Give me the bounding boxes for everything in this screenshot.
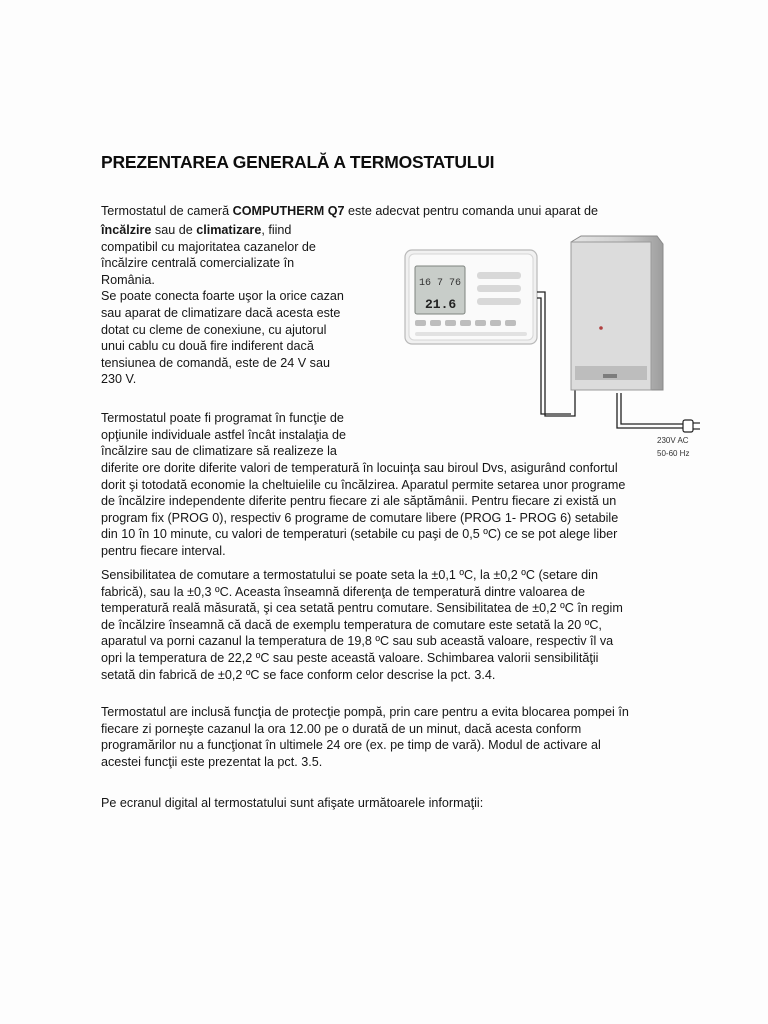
prog-line: pentru fiecare interval. <box>101 543 226 558</box>
compat-line: sau aparat de climatizare dacă acesta este <box>101 305 341 320</box>
prog-line: diferite ore dorite diferite valori de temperatură în locuinţa sau biroul Dvs, asigurând confortul <box>101 461 618 475</box>
sens-line: aparatul va porni cazanul la temperatura de 19,8 ºC sau sub această valoare, respectiv îl va <box>101 634 614 649</box>
wiring-diagram <box>395 228 715 458</box>
lcd-time: 16 7 76 <box>419 278 462 289</box>
compat-line: unui cablu cu două fire indiferent dacă <box>101 339 314 354</box>
pump-line: programărilor nu a funcţionat în ultimele 24 ore (ex. pe timp de vară). Modul de activare al <box>101 738 601 753</box>
power-plug-icon <box>683 420 700 432</box>
prog-line: program fix (PROG 0), respectiv 6 programe de comutare libere (PROG 1- PROG 6) setabile <box>101 510 619 525</box>
thermostat-device-icon <box>405 250 537 344</box>
compatibility-paragraph <box>101 222 401 388</box>
pump-line: Termostatul are inclusă funcţia de protecţie pompă, prin care pentru a evita blocarea pompei în <box>101 705 629 719</box>
display-info-intro <box>101 795 721 812</box>
programming-paragraph-continued <box>101 460 721 560</box>
compat-line: 230 V. <box>101 372 137 387</box>
prog-line: încălzire sau de climatizare să realizeze la <box>101 444 337 459</box>
intro-line-1: Termostatul de cameră COMPUTHERM Q7 este adecvat pentru comanda unui aparat de <box>101 204 598 218</box>
lcd-temperature: 21.6 <box>425 297 457 312</box>
sens-line: fabrică), sau la ±0,3 ºC. Aceasta înseamnă diferenţa de temperatură dintre valoarea de <box>101 584 586 599</box>
voltage-label: 230V AC <box>657 436 689 445</box>
intro-paragraph <box>101 203 721 220</box>
sens-line: temperatură reală măsurată, şi cea setată pentru comutare. Sensibilitatea de ±0,2 ºC în regim <box>101 601 623 616</box>
sensitivity-paragraph <box>101 567 721 683</box>
pump-protection-paragraph <box>101 704 721 770</box>
pump-line: fiecare zi porneşte cazanul la ora 12.00 pe o durată de un minut, dacă acesta conform <box>101 721 582 736</box>
compat-line: compatibil cu majoritatea cazanelor de <box>101 239 316 254</box>
compat-line: România. <box>101 272 155 287</box>
thermostat-boiler-illustration <box>395 228 715 458</box>
compat-line: tensiunea de comandă, este de 24 V sau <box>101 355 330 370</box>
boiler-device-icon <box>571 236 663 390</box>
sens-line: de încălzire înseamnă că dacă de exemplu temperatura de comutare este setată la 20 ºC, <box>101 617 602 632</box>
pump-line: acestei funcţii este prezentat la pct. 3.5. <box>101 754 323 769</box>
info-line-text: Pe ecranul digital al termostatului sunt afişate următoarele informaţii: <box>101 796 484 810</box>
compat-line: dotat cu cleme de conexiune, cu ajutorul <box>101 322 327 337</box>
frequency-label: 50-60 Hz <box>657 449 690 458</box>
sens-line: Sensibilitatea de comutare a termostatului se poate seta la ±0,1 ºC, la ±0,2 ºC (setare din <box>101 568 598 582</box>
page-title: PREZENTAREA GENERALĂ A TERMOSTATULUI <box>101 152 495 172</box>
prog-line: din 10 în 10 minute, cu valori de temperaturi (setabile cu paşi de 0,5 ºC) ce se pot alege liber <box>101 527 618 542</box>
prog-line: opţiunile individuale astfel încât instalaţia de <box>101 427 347 442</box>
brand-name: COMPUTHERM Q7 <box>232 204 345 218</box>
prog-line: Termostatul poate fi programat în funcţie de <box>101 411 344 425</box>
compat-line: Se poate conecta foarte uşor la orice cazan <box>101 289 344 304</box>
prog-line: dorit şi totodată economie la cheltuielile cu încălzirea. Aparatul permite setarea unor programe <box>101 477 626 492</box>
compat-line: încălzire centrală comercializate în <box>101 256 295 271</box>
programming-paragraph <box>101 410 401 460</box>
prog-line: de încălzire independente diferite pentru fiecare zi ale săptămânii. Pentru fiecare zi există un <box>101 494 617 509</box>
compat-line-1: încălzire sau de climatizare, fiind <box>101 223 292 237</box>
sens-line: setată din fabrică de ±0,2 ºC se face conform celor descrise la pct. 3.4. <box>101 667 496 682</box>
sens-line: opri la temperatura de 22,2 ºC sau peste această valoare. Schimbarea valorii sensibilităţii <box>101 650 599 665</box>
